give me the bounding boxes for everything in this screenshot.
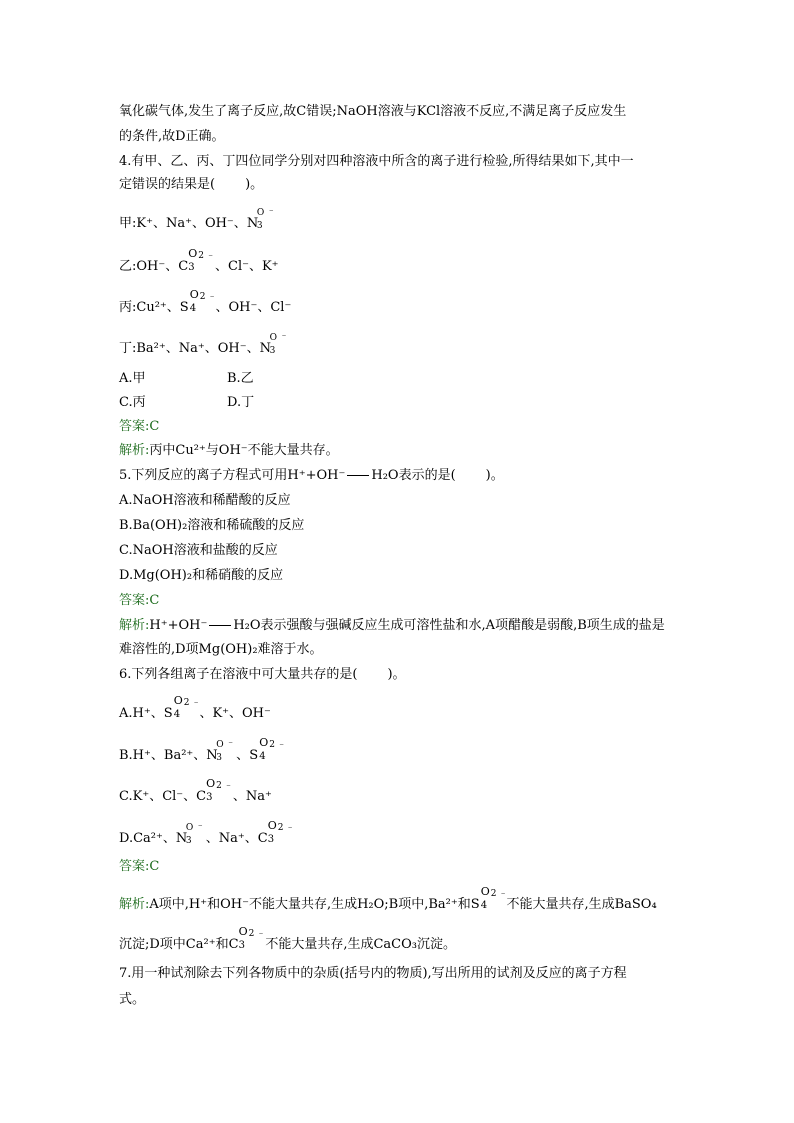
sulfate-ion: S O 4 2 ⁻ xyxy=(179,288,215,315)
explanation-6: 解析:A项中,H⁺和OH⁻不能大量共存,生成H₂O;B项中,Ba²⁺和S O 4 2 ⁻ 不能大量共存,生成BaSO₄ xyxy=(119,885,657,912)
choice-6d: D.Ca²⁺、N O 3 ⁻ 、Na⁺、C O 3 2 ⁻ xyxy=(119,819,293,846)
choice-row-1 xyxy=(119,370,254,388)
choice-a: A.甲 xyxy=(119,371,146,386)
choice-b: B.乙 xyxy=(227,371,254,386)
question-7-cont: 式。 xyxy=(119,992,146,1007)
choice-6c: C.K⁺、Cl⁻、C O 3 2 ⁻ 、Na⁺ xyxy=(119,777,272,804)
text-line: 的条件,故D正确。 xyxy=(119,129,225,144)
answer-6: 答案:C xyxy=(119,859,160,874)
explanation-4: 解析:丙中Cu²⁺与OH⁻不能大量共存。 xyxy=(119,443,339,458)
option-ding: 丁:Ba²⁺、Na⁺、OH⁻、N O 3 ⁻ xyxy=(119,340,290,358)
explanation-5: 解析:H⁺+OH⁻ H₂O表示强酸与强碱反应生成可溶性盐和水,A项醋酸是弱酸,B项生成的盐是 xyxy=(119,618,665,633)
option-bing: 丙:Cu²⁺、S O 4 2 ⁻ 、OH⁻、Cl⁻ xyxy=(119,288,292,315)
carbonate-ion: C O 3 2 ⁻ xyxy=(178,247,214,274)
choice-5c: C.NaOH溶液和盐酸的反应 xyxy=(119,543,278,558)
question-6: 6.下列各组离子在溶液中可大量共存的是( )。 xyxy=(119,667,406,682)
carbonate-ion: C O 3 2 ⁻ xyxy=(257,819,293,846)
sulfate-ion: S O 4 2 ⁻ xyxy=(249,736,284,763)
sulfate-ion: S O 4 2 ⁻ xyxy=(163,694,199,721)
reaction-arrow xyxy=(209,625,231,626)
question-4-cont: 定错误的结果是( )。 xyxy=(119,177,264,192)
question-4: 4.有甲、乙、丙、丁四位同学分别对四种溶液中所含的离子进行检验,所得结果如下,其中一 xyxy=(119,154,634,169)
nitrate-ion: N O 3 ⁻ xyxy=(246,208,274,231)
answer-4: 答案:C xyxy=(119,419,160,434)
nitrate-ion: N O 3 ⁻ xyxy=(206,740,234,763)
nitrate-ion: N O 3 ⁻ xyxy=(259,333,287,356)
question-5: 5.下列反应的离子方程式可用H⁺+OH⁻ H₂O表示的是( )。 xyxy=(119,468,504,483)
choice-row-2 xyxy=(119,394,255,412)
choice-6a: A.H⁺、S O 4 2 ⁻ 、K⁺、OH⁻ xyxy=(119,694,271,721)
carbonate-ion: C O 3 2 ⁻ xyxy=(196,777,231,804)
explanation-5-cont: 难溶性的,D项Mg(OH)₂难溶于水。 xyxy=(119,642,323,657)
carbonate-ion: C O 3 2 ⁻ xyxy=(228,925,264,952)
option-jia: 甲:K⁺、Na⁺、OH⁻、N O 3 ⁻ xyxy=(119,215,277,233)
choice-5b: B.Ba(OH)₂溶液和稀硫酸的反应 xyxy=(119,518,305,533)
choice-c: C.丙 xyxy=(119,395,146,410)
choice-6b: B.H⁺、Ba²⁺、N O 3 ⁻ 、S O 4 2 ⁻ xyxy=(119,736,284,763)
choice-5d: D.Mg(OH)₂和稀硝酸的反应 xyxy=(119,568,284,583)
choice-d: D.丁 xyxy=(227,395,255,410)
explanation-6-cont: 沉淀;D项中Ca²⁺和C O 3 2 ⁻ 不能大量共存,生成CaCO₃沉淀。 xyxy=(119,925,456,952)
option-yi: 乙:OH⁻、C O 3 2 ⁻ 、Cl⁻、K⁺ xyxy=(119,247,279,274)
reaction-arrow xyxy=(347,475,369,476)
text-line: 氧化碳气体,发生了离子反应,故C错误;NaOH溶液与KCl溶液不反应,不满足离子反应发生 xyxy=(119,104,627,119)
nitrate-ion: N O 3 ⁻ xyxy=(175,823,203,846)
question-7: 7.用一种试剂除去下列各物质中的杂质(括号内的物质),写出所用的试剂及反应的离子方程 xyxy=(119,966,627,981)
sulfate-ion: S O 4 2 ⁻ xyxy=(470,885,506,912)
choice-5a: A.NaOH溶液和稀醋酸的反应 xyxy=(119,493,291,508)
answer-5: 答案:C xyxy=(119,593,160,608)
